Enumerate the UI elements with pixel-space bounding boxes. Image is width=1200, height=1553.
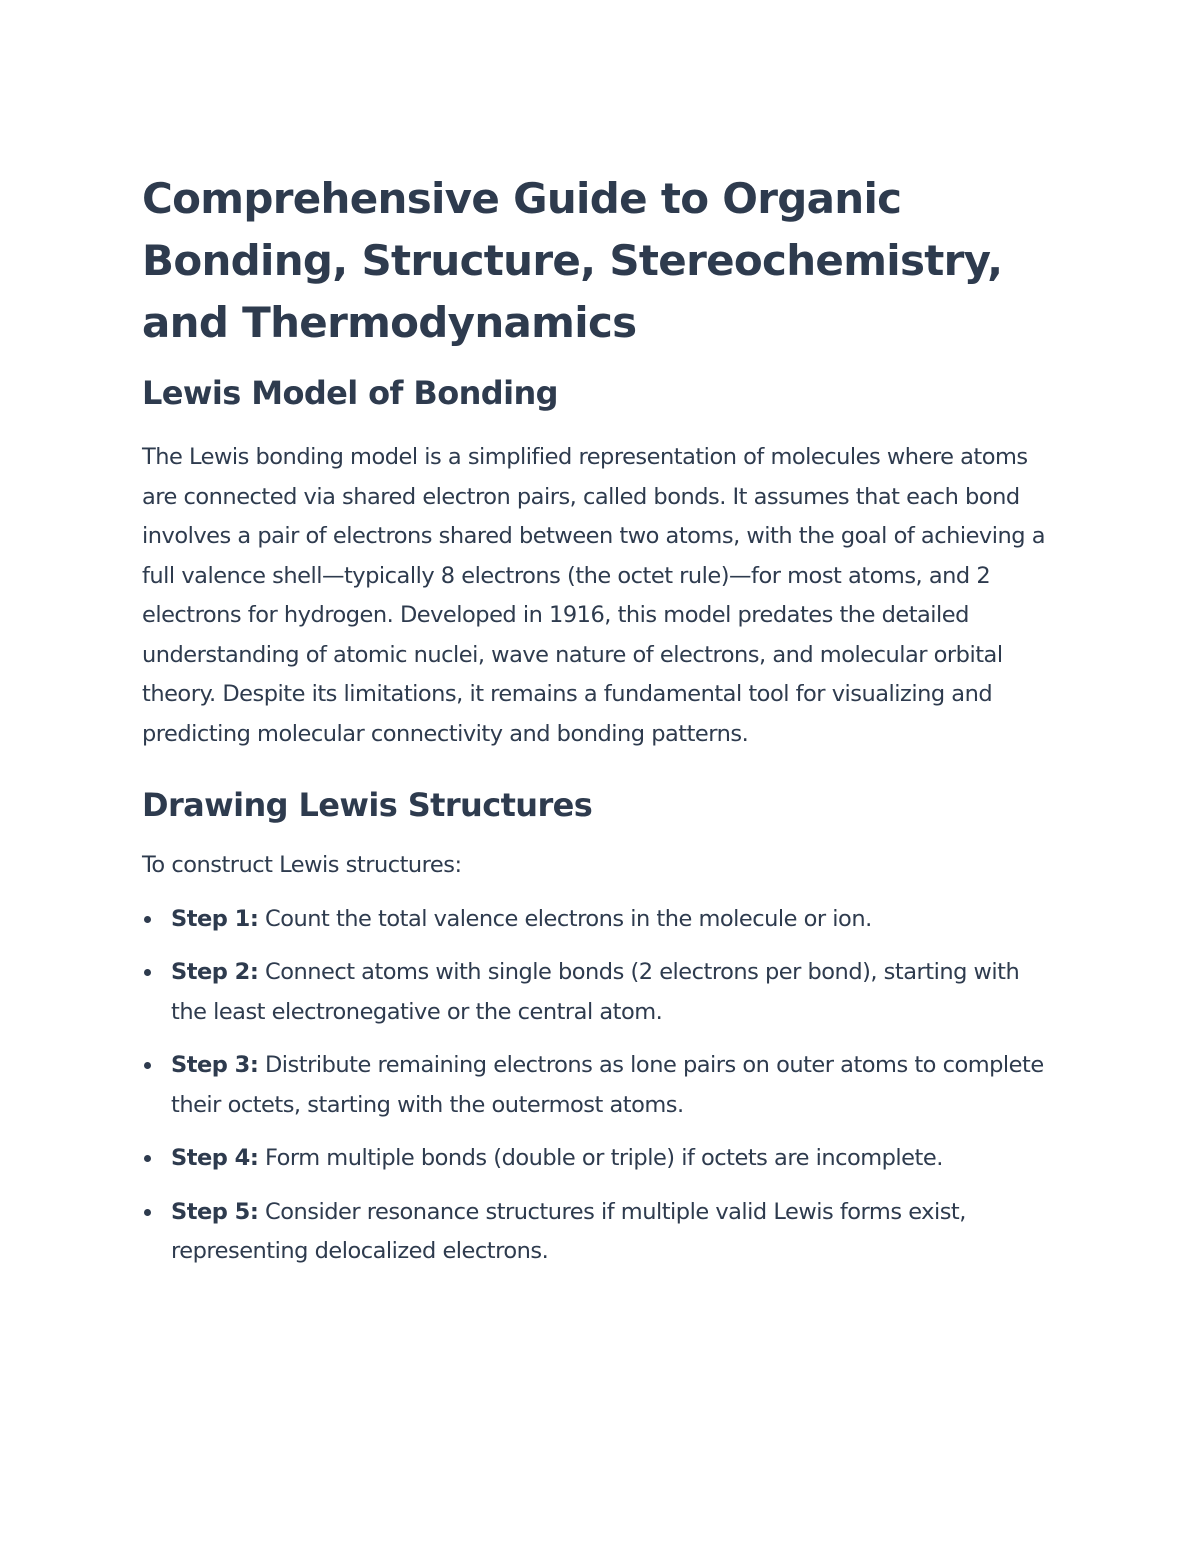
list-item xyxy=(142,900,1052,940)
step-text: Connect atoms with single bonds (2 electrons per bond), starting with the least electronegative or the central atom. xyxy=(171,959,1020,1025)
bullet-icon xyxy=(144,1209,151,1216)
page-title: Comprehensive Guide to Organic Bonding, Structure, Stereochemistry, and Thermodynamics xyxy=(142,174,1003,347)
step-text: Distribute remaining electrons as lone pairs on outer atoms to complete their octets, starting with the outermost atoms. xyxy=(171,1052,1044,1118)
step-label: Step 5: xyxy=(171,1198,259,1225)
bullet-icon xyxy=(144,969,151,976)
list-item xyxy=(142,1046,1052,1125)
section-paragraph-lewis-model: The Lewis bonding model is a simplified representation of molecules where atoms are connected via shared electron pairs, called bonds. It assumes that each bond involves a pair of electrons shared between two atoms, with the goal of achieving a full valence shell—typically 8 electrons (the octet rule)—for most atoms, and 2 electrons for hydrogen. Developed in 1916, this model predates the detailed understanding of atomic nuclei, wave nature of electrons, and molecular orbital theory. Despite its limitations, it remains a fundamental tool for visualizing and predicting molecular connectivity and bonding patterns. xyxy=(142,444,1045,747)
list-item xyxy=(142,953,1052,1032)
bullet-icon xyxy=(144,1062,151,1069)
steps-list xyxy=(142,900,1052,1272)
bullet-icon xyxy=(144,1155,151,1162)
section-heading-lewis-model: Lewis Model of Bonding xyxy=(142,374,558,412)
step-text: Form multiple bonds (double or triple) if octets are incomplete. xyxy=(258,1145,943,1171)
step-text: Consider resonance structures if multiple valid Lewis forms exist, representing delocalized electrons. xyxy=(171,1198,966,1264)
list-item xyxy=(142,1193,1052,1272)
step-label: Step 2: xyxy=(171,959,259,985)
section-heading-drawing-lewis: Drawing Lewis Structures xyxy=(142,786,593,824)
step-label: Step 4: xyxy=(171,1145,259,1171)
section-intro-drawing-lewis: To construct Lewis structures: xyxy=(142,852,462,878)
step-label: Step 1: xyxy=(171,905,259,932)
bullet-icon xyxy=(144,916,151,923)
step-label: Step 3: xyxy=(171,1052,259,1078)
step-text: Count the total valence electrons in the molecule or ion. xyxy=(258,905,872,932)
document-page xyxy=(142,168,1052,1286)
list-item xyxy=(142,1139,1052,1179)
